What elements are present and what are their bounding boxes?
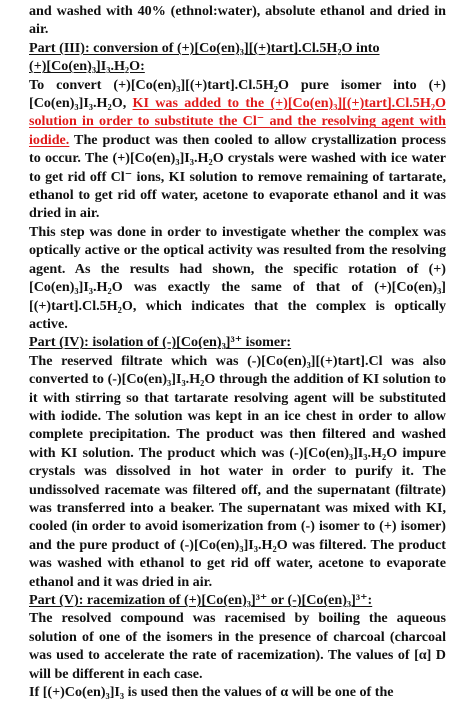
part5-paragraph: The resolved compound was racemised by boiling the aqueous solution of one of the isomers in the presence of charcoal (charcoal was used to accelerate the rate of racemization). The values of [α] D will be different in each case.	[29, 610, 446, 682]
part4-heading: Part (IV): isolation of (-)[Co(en)₃]³⁺ isomer:	[29, 334, 292, 351]
part5-heading: Part (V): racemization of (+)[Co(en)₃]³⁺ or (-)[Co(en)₃]³⁺:	[29, 592, 373, 608]
part3-text-before: To convert (+)[Co(en)₃][(+)tart].Cl.5H₂O pure isomer into (+)[Co(en)₃]I₃.H₂O,	[29, 76, 446, 112]
part5-last-line: If [(+)Co(en)₃]I₃ is used then the values of α will be one of the	[29, 684, 394, 701]
intro-paragraph: and washed with 40% (ethnol:water), absolute ethanol and dried in air.	[29, 3, 446, 38]
part3-paragraph	[29, 76, 446, 223]
part3-highlighted-text: KI was added to the (+)[Co(en)₃][(+)tart].Cl.5H₂O solution in order to substitute the Cl⁻ and the resolving agent with iodide.	[29, 95, 447, 148]
part3-heading-line2: (+)[Co(en)₃]I₃.H₂O:	[29, 58, 145, 75]
part4-paragraph: The reserved filtrate which was (-)[Co(en)₃][(+)tart].Cl was also converted to (-)[Co(en)₃]I₃.H₂O through the addition of KI solution to it with stirring so that tartarate resolving agent will be substituted with iodide. The solution was kept in an ice chest in order to allow complete precipitation. The product was then filtered and washed with KI solution. The product which was (-)[Co(en)₃]I₃.H₂O impure crystals was dissolved in hot water in order to purify it. The undissolved racemate was filtered off, and the supernatant (filtrate) was transferred into a beaker. The supernatant was mixed with KI, cooled (in order to avoid isomerization from (-) isomer to (+) isomer) and the pure product of (-)[Co(en)₃]I₃.H₂O was filtered. The product was washed with ethanol to get rid off water, acetone to evaporate ethanol and it was dried in air.	[29, 352, 446, 590]
part3-text-after: The product was then cooled to allow crystallization process to occur. The (+)[Co(en)₃]I₃.H₂O crystals were washed with ice water to get rid off Cl⁻ ions, KI solution to remove remaining of tartarate, ethanol to get rid off water, acetone to evaporate ethanol and it was dried in air.	[29, 131, 446, 222]
part3-heading-line1: Part (III): conversion of (+)[Co(en)₃][(+)tart].Cl.5H₂O into	[29, 39, 380, 56]
part3-optical-activity-paragraph: This step was done in order to investigate whether the complex was optically active or the optical activity was resulted from the resolving agent. As the results had shown, the specific rotation of (+)[Co(en)₃]I₃.H₂O was exactly the same of that of (+)[Co(en)₃][(+)tart].Cl.5H₂O, which indicates that the complex is optically active.	[29, 223, 446, 332]
